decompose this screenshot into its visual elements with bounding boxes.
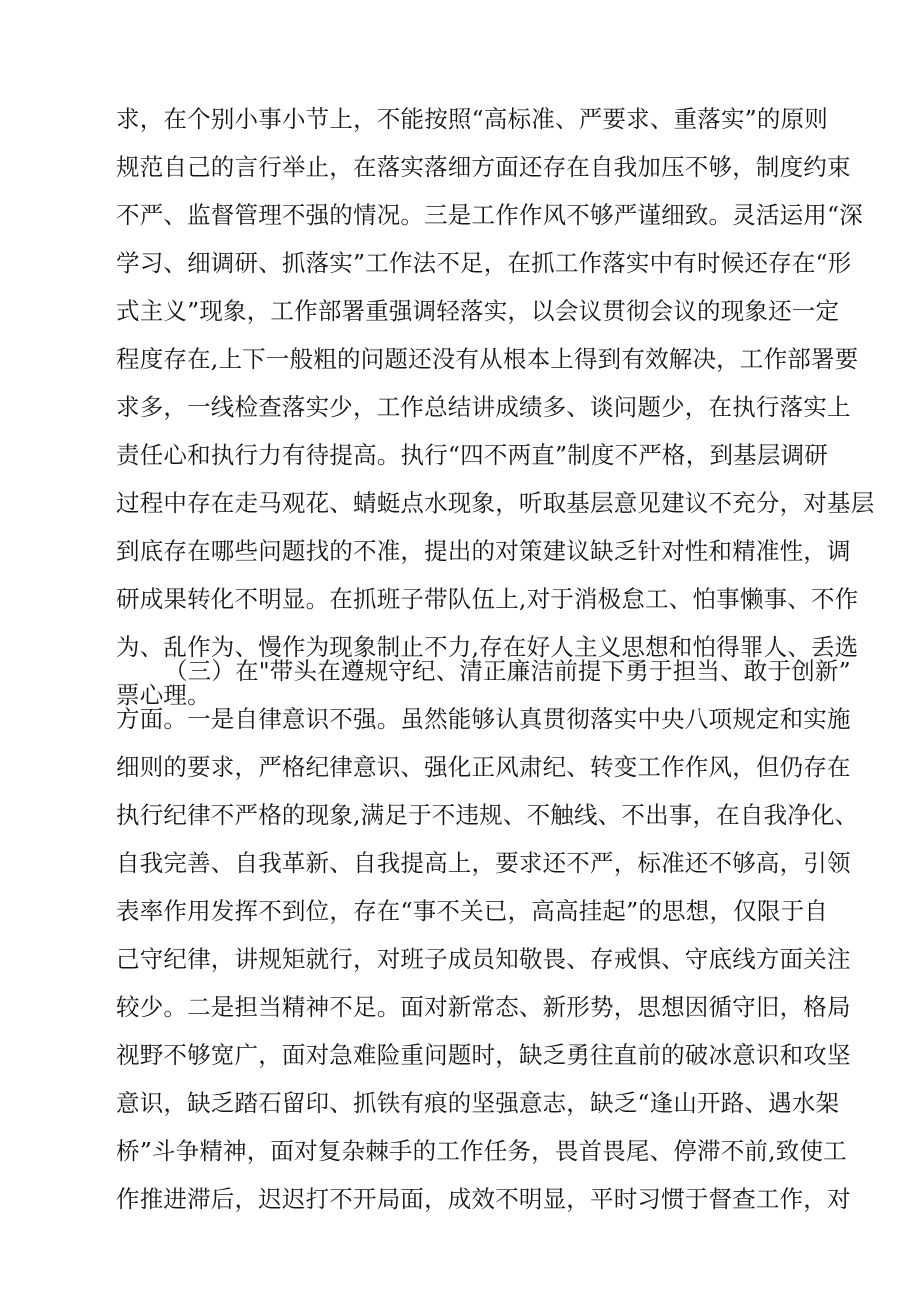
text-line: 研成果转化不明显。在抓班子带队伍上,对于消极怠工、怕事懒事、不作: [116, 585, 859, 613]
text-line: 细则的要求，严格纪律意识、强化正风肃纪、转变工作作风，但仍存在: [116, 753, 851, 781]
text-line: 过程中存在走马观花、蜻蜓点水现象，听取基层意见建议不充分，对基层: [116, 489, 875, 517]
text-line: 求多，一线检查落实少，工作总结讲成绩多、谈问题少，在执行落实上: [116, 393, 851, 421]
text-line: 作推进滞后，迟迟打不开局面，成效不明显，平时习惯于督查工作，对: [116, 1185, 851, 1213]
text-line: 不严、监督管理不强的情况。三是工作作风不够严谨细致。灵活运用“深: [116, 201, 863, 229]
text-line: 程度存在,上下一般粗的问题还没有从根本上得到有效解决，工作部署要: [116, 345, 859, 373]
text-line: 视野不够宽广，面对急难险重问题时，缺乏勇往直前的破冰意识和攻坚: [116, 1041, 851, 1069]
text-line: 桥”斗争精神，面对复杂棘手的工作任务，畏首畏尾、停滞不前,致使工: [116, 1137, 847, 1165]
text-line: 学习、细调研、抓落实”工作法不足，在抓工作落实中有时候还存在“形: [116, 249, 852, 277]
text-line: 较少。二是担当精神不足。面对新常态、新形势，思想因循守旧，格局: [116, 993, 851, 1021]
text-line: 责任心和执行力有待提高。执行“四不两直”制度不严格，到基层调研: [116, 441, 828, 469]
text-line: 规范自己的言行举止，在落实落细方面还存在自我加压不够，制度约束: [116, 153, 851, 181]
text-line: 表率作用发挥不到位，存在“事不关已，高高挂起”的思想，仅限于自: [116, 897, 828, 925]
text-line: 票心理。: [116, 681, 211, 709]
text-line: 执行纪律不严格的现象,满足于不违规、不触线、不出事，在自我净化、: [116, 801, 859, 829]
text-line: 意识，缺乏踏石留印、抓铁有痕的坚强意志，缺乏“逢山开路、遇水架: [116, 1089, 840, 1117]
text-line: 为、乱作为、慢作为现象制止不力,存在好人主义思想和怕得罪人、丢选: [116, 633, 859, 661]
text-line: 求，在个别小事小节上，不能按照“高标准、严要求、重落实”的原则: [116, 105, 828, 133]
text-line: 式主义”现象，工作部署重强调轻落实，以会议贯彻会议的现象还一定: [116, 297, 840, 325]
text-line: 自我完善、自我革新、自我提高上，要求还不严，标准还不够高，引领: [116, 849, 851, 877]
text-line: 到底存在哪些问题找的不准，提出的对策建议缺乏针对性和精准性，调: [116, 537, 851, 565]
text-line: 方面。一是自律意识不强。虽然能够认真贯彻落实中央八项规定和实施: [116, 705, 851, 733]
text-line: 己守纪律，讲规矩就行，对班子成员知敬畏、存戒惧、守底线方面关注: [116, 945, 851, 973]
text-line: （三）在"带头在遵规守纪、清正廉洁前提下勇于担当、敢于创新”: [164, 657, 851, 685]
